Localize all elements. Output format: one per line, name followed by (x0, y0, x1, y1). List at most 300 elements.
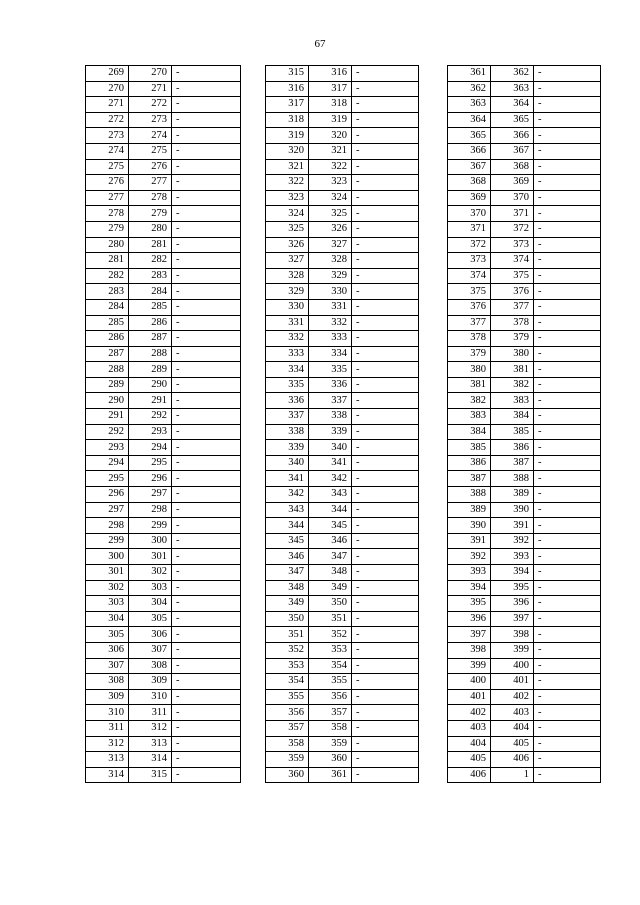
table-row (86, 502, 241, 518)
cell-value: - (172, 502, 241, 518)
cell-to: 379 (491, 331, 534, 347)
table-row (266, 658, 419, 674)
cell-from: 402 (448, 705, 491, 721)
table-row (86, 580, 241, 596)
cell-from: 277 (86, 190, 129, 206)
cell-value: - (534, 658, 601, 674)
cell-from: 396 (448, 611, 491, 627)
cell-value: - (352, 377, 419, 393)
cell-value: - (352, 487, 419, 503)
cell-from: 271 (86, 97, 129, 113)
cell-to: 299 (129, 518, 172, 534)
table-row (86, 112, 241, 128)
cell-value: - (172, 362, 241, 378)
cell-from: 351 (266, 627, 309, 643)
table-row (448, 658, 601, 674)
table-row (448, 237, 601, 253)
table-row (448, 206, 601, 222)
cell-to: 350 (309, 596, 352, 612)
cell-value: - (172, 221, 241, 237)
cell-from: 405 (448, 752, 491, 768)
cell-to: 357 (309, 705, 352, 721)
cell-value: - (352, 331, 419, 347)
cell-to: 322 (309, 159, 352, 175)
cell-from: 358 (266, 736, 309, 752)
table-row (86, 549, 241, 565)
table-row (448, 253, 601, 269)
cell-to: 364 (491, 97, 534, 113)
cell-to: 314 (129, 752, 172, 768)
cell-to: 324 (309, 190, 352, 206)
cell-to: 388 (491, 471, 534, 487)
cell-value: - (534, 627, 601, 643)
cell-to: 297 (129, 487, 172, 503)
cell-from: 334 (266, 362, 309, 378)
cell-value: - (352, 190, 419, 206)
cell-value: - (172, 549, 241, 565)
cell-to: 390 (491, 502, 534, 518)
cell-value: - (352, 284, 419, 300)
cell-value: - (352, 642, 419, 658)
cell-from: 330 (266, 299, 309, 315)
table-row (86, 752, 241, 768)
table-row (448, 331, 601, 347)
table-row (266, 315, 419, 331)
cell-to: 281 (129, 237, 172, 253)
table-row (448, 487, 601, 503)
cell-to: 279 (129, 206, 172, 222)
table-row (86, 720, 241, 736)
table-row (266, 253, 419, 269)
cell-from: 274 (86, 143, 129, 159)
cell-value: - (352, 533, 419, 549)
table-row (266, 752, 419, 768)
cell-value: - (352, 455, 419, 471)
cell-to: 311 (129, 705, 172, 721)
cell-to: 383 (491, 393, 534, 409)
cell-from: 357 (266, 720, 309, 736)
table-row (266, 112, 419, 128)
cell-from: 337 (266, 409, 309, 425)
cell-from: 307 (86, 658, 129, 674)
table-row (86, 642, 241, 658)
cell-value: - (172, 752, 241, 768)
cell-to: 365 (491, 112, 534, 128)
cell-value: - (352, 346, 419, 362)
cell-to: 385 (491, 424, 534, 440)
cell-from: 364 (448, 112, 491, 128)
cell-from: 344 (266, 518, 309, 534)
table-row (266, 206, 419, 222)
cell-from: 279 (86, 221, 129, 237)
cell-to: 320 (309, 128, 352, 144)
cell-value: - (534, 284, 601, 300)
cell-from: 377 (448, 315, 491, 331)
cell-value: - (534, 128, 601, 144)
cell-from: 345 (266, 533, 309, 549)
cell-from: 369 (448, 190, 491, 206)
cell-from: 401 (448, 689, 491, 705)
cell-value: - (534, 299, 601, 315)
cell-value: - (352, 767, 419, 783)
cell-from: 374 (448, 268, 491, 284)
cell-value: - (352, 315, 419, 331)
table-row (266, 299, 419, 315)
cell-from: 291 (86, 409, 129, 425)
cell-to: 340 (309, 440, 352, 456)
cell-value: - (172, 674, 241, 690)
table-row (448, 315, 601, 331)
table-row (266, 143, 419, 159)
cell-to: 318 (309, 97, 352, 113)
cell-to: 391 (491, 518, 534, 534)
page-number: 67 (314, 38, 326, 50)
cell-to: 397 (491, 611, 534, 627)
cell-value: - (352, 128, 419, 144)
cell-from: 324 (266, 206, 309, 222)
cell-to: 405 (491, 736, 534, 752)
table-row (86, 128, 241, 144)
cell-value: - (172, 487, 241, 503)
cell-value: - (172, 284, 241, 300)
cell-to: 321 (309, 143, 352, 159)
cell-from: 272 (86, 112, 129, 128)
cell-from: 381 (448, 377, 491, 393)
table-row (86, 221, 241, 237)
table-row (86, 674, 241, 690)
cell-value: - (352, 518, 419, 534)
cell-to: 272 (129, 97, 172, 113)
cell-to: 328 (309, 253, 352, 269)
cell-value: - (534, 346, 601, 362)
table-row (266, 237, 419, 253)
cell-value: - (534, 533, 601, 549)
cell-to: 389 (491, 487, 534, 503)
cell-value: - (534, 736, 601, 752)
cell-to: 291 (129, 393, 172, 409)
cell-to: 359 (309, 736, 352, 752)
cell-value: - (352, 393, 419, 409)
cell-from: 399 (448, 658, 491, 674)
cell-to: 366 (491, 128, 534, 144)
cell-from: 392 (448, 549, 491, 565)
cell-from: 286 (86, 331, 129, 347)
table-row (266, 767, 419, 783)
cell-from: 322 (266, 175, 309, 191)
cell-from: 356 (266, 705, 309, 721)
cell-from: 269 (86, 66, 129, 82)
cell-from: 284 (86, 299, 129, 315)
cell-from: 380 (448, 362, 491, 378)
cell-to: 382 (491, 377, 534, 393)
cell-from: 316 (266, 81, 309, 97)
cell-to: 348 (309, 565, 352, 581)
cell-from: 391 (448, 533, 491, 549)
cell-from: 287 (86, 346, 129, 362)
cell-from: 317 (266, 97, 309, 113)
cell-from: 294 (86, 455, 129, 471)
cell-value: - (534, 253, 601, 269)
cell-from: 346 (266, 549, 309, 565)
table-row (266, 487, 419, 503)
cell-to: 387 (491, 455, 534, 471)
cell-to: 287 (129, 331, 172, 347)
table-row (448, 424, 601, 440)
cell-value: - (352, 299, 419, 315)
cell-value: - (352, 752, 419, 768)
cell-from: 404 (448, 736, 491, 752)
cell-value: - (352, 674, 419, 690)
cell-value: - (352, 596, 419, 612)
table-row (448, 642, 601, 658)
cell-from: 386 (448, 455, 491, 471)
table-row (448, 689, 601, 705)
cell-from: 292 (86, 424, 129, 440)
table-row (86, 206, 241, 222)
table-row (86, 237, 241, 253)
cell-to: 392 (491, 533, 534, 549)
table-row (448, 97, 601, 113)
cell-to: 323 (309, 175, 352, 191)
cell-from: 320 (266, 143, 309, 159)
cell-to: 361 (309, 767, 352, 783)
cell-value: - (352, 81, 419, 97)
cell-value: - (352, 362, 419, 378)
table-row (448, 159, 601, 175)
table-row (86, 159, 241, 175)
cell-to: 363 (491, 81, 534, 97)
table-row (266, 596, 419, 612)
cell-to: 371 (491, 206, 534, 222)
cell-value: - (534, 331, 601, 347)
table-row (86, 533, 241, 549)
cell-to: 330 (309, 284, 352, 300)
cell-value: - (534, 315, 601, 331)
cell-value: - (352, 705, 419, 721)
cell-to: 367 (491, 143, 534, 159)
cell-to: 368 (491, 159, 534, 175)
table-row (86, 143, 241, 159)
cell-value: - (172, 611, 241, 627)
cell-value: - (172, 315, 241, 331)
table-row (266, 377, 419, 393)
cell-from: 306 (86, 642, 129, 658)
cell-from: 352 (266, 642, 309, 658)
table-row (266, 720, 419, 736)
cell-to: 374 (491, 253, 534, 269)
table-row (86, 596, 241, 612)
table-row (86, 346, 241, 362)
table-row (448, 284, 601, 300)
cell-value: - (534, 674, 601, 690)
cell-to: 377 (491, 299, 534, 315)
cell-to: 304 (129, 596, 172, 612)
table-row (86, 705, 241, 721)
cell-to: 313 (129, 736, 172, 752)
cell-from: 270 (86, 81, 129, 97)
cell-from: 372 (448, 237, 491, 253)
cell-value: - (534, 642, 601, 658)
cell-to: 333 (309, 331, 352, 347)
cell-to: 332 (309, 315, 352, 331)
cell-from: 373 (448, 253, 491, 269)
cell-from: 365 (448, 128, 491, 144)
table-row (266, 518, 419, 534)
cell-value: - (172, 440, 241, 456)
table-row (86, 424, 241, 440)
cell-to: 286 (129, 315, 172, 331)
cell-from: 348 (266, 580, 309, 596)
table-row (448, 767, 601, 783)
cell-value: - (172, 658, 241, 674)
cell-value: - (172, 97, 241, 113)
cell-to: 288 (129, 346, 172, 362)
cell-from: 403 (448, 720, 491, 736)
table-row (86, 409, 241, 425)
table-row (86, 253, 241, 269)
table-row (86, 81, 241, 97)
cell-to: 384 (491, 409, 534, 425)
table-row (266, 455, 419, 471)
table-row (448, 362, 601, 378)
cell-to: 329 (309, 268, 352, 284)
table-row (266, 81, 419, 97)
table-row (266, 627, 419, 643)
table-row (448, 221, 601, 237)
table-row (266, 580, 419, 596)
cell-from: 300 (86, 549, 129, 565)
table-row (266, 159, 419, 175)
cell-from: 398 (448, 642, 491, 658)
cell-value: - (172, 424, 241, 440)
cell-from: 370 (448, 206, 491, 222)
cell-from: 313 (86, 752, 129, 768)
cell-from: 375 (448, 284, 491, 300)
cell-value: - (534, 580, 601, 596)
cell-value: - (534, 565, 601, 581)
cell-to: 403 (491, 705, 534, 721)
cell-to: 351 (309, 611, 352, 627)
cell-to: 331 (309, 299, 352, 315)
cell-to: 325 (309, 206, 352, 222)
cell-value: - (352, 440, 419, 456)
table-row (266, 190, 419, 206)
cell-to: 398 (491, 627, 534, 643)
cell-to: 394 (491, 565, 534, 581)
table-row (86, 393, 241, 409)
cell-from: 395 (448, 596, 491, 612)
cell-to: 381 (491, 362, 534, 378)
cell-value: - (534, 81, 601, 97)
table-row (266, 565, 419, 581)
cell-value: - (352, 736, 419, 752)
cell-value: - (172, 159, 241, 175)
cell-value: - (534, 471, 601, 487)
cell-value: - (352, 206, 419, 222)
table-row (448, 268, 601, 284)
cell-to: 338 (309, 409, 352, 425)
cell-from: 281 (86, 253, 129, 269)
cell-to: 369 (491, 175, 534, 191)
table-row (448, 190, 601, 206)
cell-from: 354 (266, 674, 309, 690)
cell-value: - (352, 268, 419, 284)
cell-from: 350 (266, 611, 309, 627)
cell-value: - (172, 736, 241, 752)
table-row (448, 128, 601, 144)
cell-from: 309 (86, 689, 129, 705)
cell-from: 311 (86, 720, 129, 736)
cell-from: 278 (86, 206, 129, 222)
cell-from: 293 (86, 440, 129, 456)
table-row (266, 689, 419, 705)
cell-to: 352 (309, 627, 352, 643)
cell-from: 397 (448, 627, 491, 643)
table-row (266, 611, 419, 627)
cell-from: 312 (86, 736, 129, 752)
cell-to: 362 (491, 66, 534, 82)
table-row (86, 315, 241, 331)
table-row (86, 736, 241, 752)
cell-to: 396 (491, 596, 534, 612)
cell-value: - (172, 331, 241, 347)
cell-from: 366 (448, 143, 491, 159)
cell-to: 298 (129, 502, 172, 518)
cell-to: 378 (491, 315, 534, 331)
table-row (266, 705, 419, 721)
cell-to: 307 (129, 642, 172, 658)
cell-from: 333 (266, 346, 309, 362)
cell-to: 294 (129, 440, 172, 456)
cell-value: - (352, 689, 419, 705)
table-row (86, 658, 241, 674)
cell-to: 347 (309, 549, 352, 565)
table-row (448, 518, 601, 534)
cell-to: 360 (309, 752, 352, 768)
cell-from: 340 (266, 455, 309, 471)
cell-to: 386 (491, 440, 534, 456)
cell-value: - (534, 268, 601, 284)
cell-to: 393 (491, 549, 534, 565)
cell-from: 280 (86, 237, 129, 253)
cell-from: 339 (266, 440, 309, 456)
cell-from: 335 (266, 377, 309, 393)
table-row (448, 720, 601, 736)
table-row (86, 362, 241, 378)
cell-to: 353 (309, 642, 352, 658)
cell-to: 315 (129, 767, 172, 783)
cell-to: 327 (309, 237, 352, 253)
cell-value: - (352, 720, 419, 736)
cell-value: - (534, 97, 601, 113)
cell-to: 305 (129, 611, 172, 627)
cell-value: - (352, 143, 419, 159)
cell-value: - (352, 112, 419, 128)
cell-value: - (534, 112, 601, 128)
table-row (86, 487, 241, 503)
table-row (266, 97, 419, 113)
table-row (266, 409, 419, 425)
table-row (448, 580, 601, 596)
table-row (266, 674, 419, 690)
cell-to: 355 (309, 674, 352, 690)
cell-value: - (172, 565, 241, 581)
cell-value: - (534, 689, 601, 705)
cell-from: 388 (448, 487, 491, 503)
cell-to: 319 (309, 112, 352, 128)
cell-to: 310 (129, 689, 172, 705)
cell-from: 282 (86, 268, 129, 284)
